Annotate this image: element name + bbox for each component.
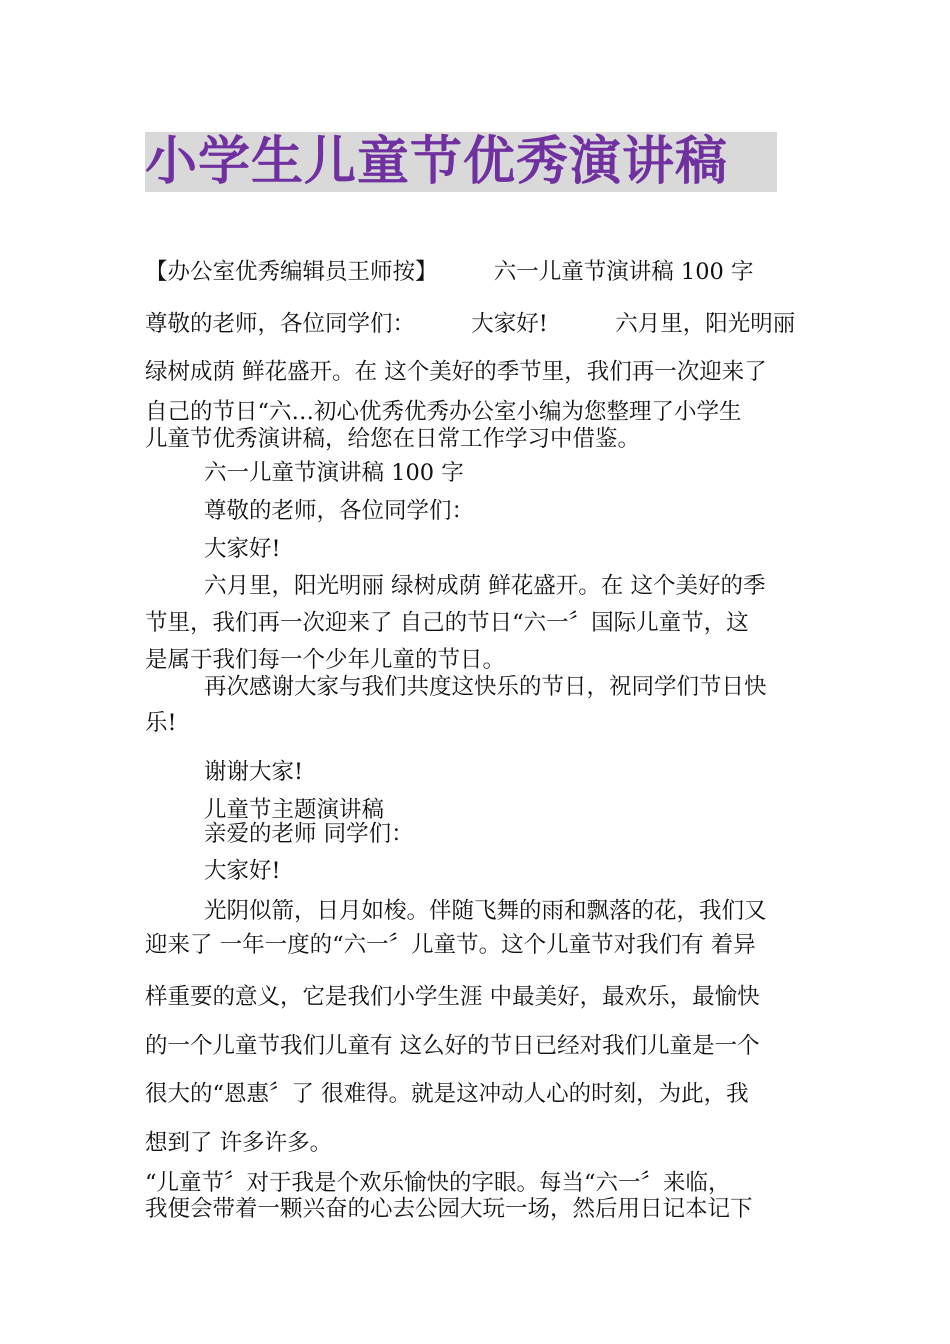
paragraph-line: “儿童节〞对于我是个欢乐愉快的字眼。每当“六一〞来临， bbox=[145, 1170, 731, 1196]
paragraph-line: 尊敬的老师，各位同学们： 大家好! 六月里，阳光明丽 bbox=[145, 311, 796, 337]
paragraph-line: 节里，我们再一次迎来了 自己的节日“六一〞国际儿童节，这 bbox=[145, 610, 749, 636]
paragraph-line: 亲爱的老师 同学们： bbox=[204, 821, 414, 847]
paragraph-line: 六月里，阳光明丽 绿树成荫 鲜花盛开。在 这个美好的季 bbox=[204, 573, 766, 599]
paragraph-line: 绿树成荫 鲜花盛开。在 这个美好的季节里，我们再一次迎来了 bbox=[145, 359, 767, 385]
paragraph-line: 再次感谢大家与我们共度这快乐的节日，祝同学们节日快 bbox=[204, 674, 767, 700]
paragraph-line: 大家好! bbox=[204, 858, 281, 884]
paragraph-line: 我便会带着一颗兴奋的心去公园大玩一场，然后用日记本记下 bbox=[145, 1196, 753, 1222]
paragraph-line: 儿童节主题演讲稿 bbox=[204, 797, 385, 823]
paragraph-line: 的一个儿童节我们儿童有 这么好的节日已经对我们儿童是一个 bbox=[145, 1033, 760, 1059]
paragraph-line: 想到了 许多许多。 bbox=[145, 1130, 333, 1156]
paragraph-line: 大家好! bbox=[204, 536, 281, 562]
paragraph-line: 儿童节优秀演讲稿，给您在日常工作学习中借鉴。 bbox=[145, 426, 641, 452]
paragraph-line: 光阴似箭，日月如梭。伴随飞舞的雨和飘落的花，我们又 bbox=[204, 898, 767, 924]
paragraph-line: 谢谢大家! bbox=[204, 759, 304, 785]
paragraph-line: 样重要的意义，它是我们小学生涯 中最美好，最欢乐，最愉快 bbox=[145, 984, 760, 1010]
document-title: 小学生儿童节优秀演讲稿 bbox=[145, 132, 777, 192]
paragraph-line: 尊敬的老师，各位同学们： bbox=[204, 498, 475, 524]
paragraph-line: 自己的节日“六…初心优秀优秀办公室小编为您整理了小学生 bbox=[145, 399, 742, 425]
paragraph-line: 是属于我们每一个少年儿童的节日。 bbox=[145, 647, 506, 673]
paragraph-line: 乐! bbox=[145, 710, 177, 736]
paragraph-line: 六一儿童节演讲稿 100 字 bbox=[204, 460, 464, 486]
paragraph-line: 很大的“恩惠〞了 很难得。就是这冲动人心的时刻，为此，我 bbox=[145, 1081, 749, 1107]
paragraph-line: 【办公室优秀编辑员王师按】 六一儿童节演讲稿 100 字 bbox=[145, 259, 754, 285]
paragraph-line: 迎来了 一年一度的“六一〞儿童节。这个儿童节对我们有 着异 bbox=[145, 932, 756, 958]
